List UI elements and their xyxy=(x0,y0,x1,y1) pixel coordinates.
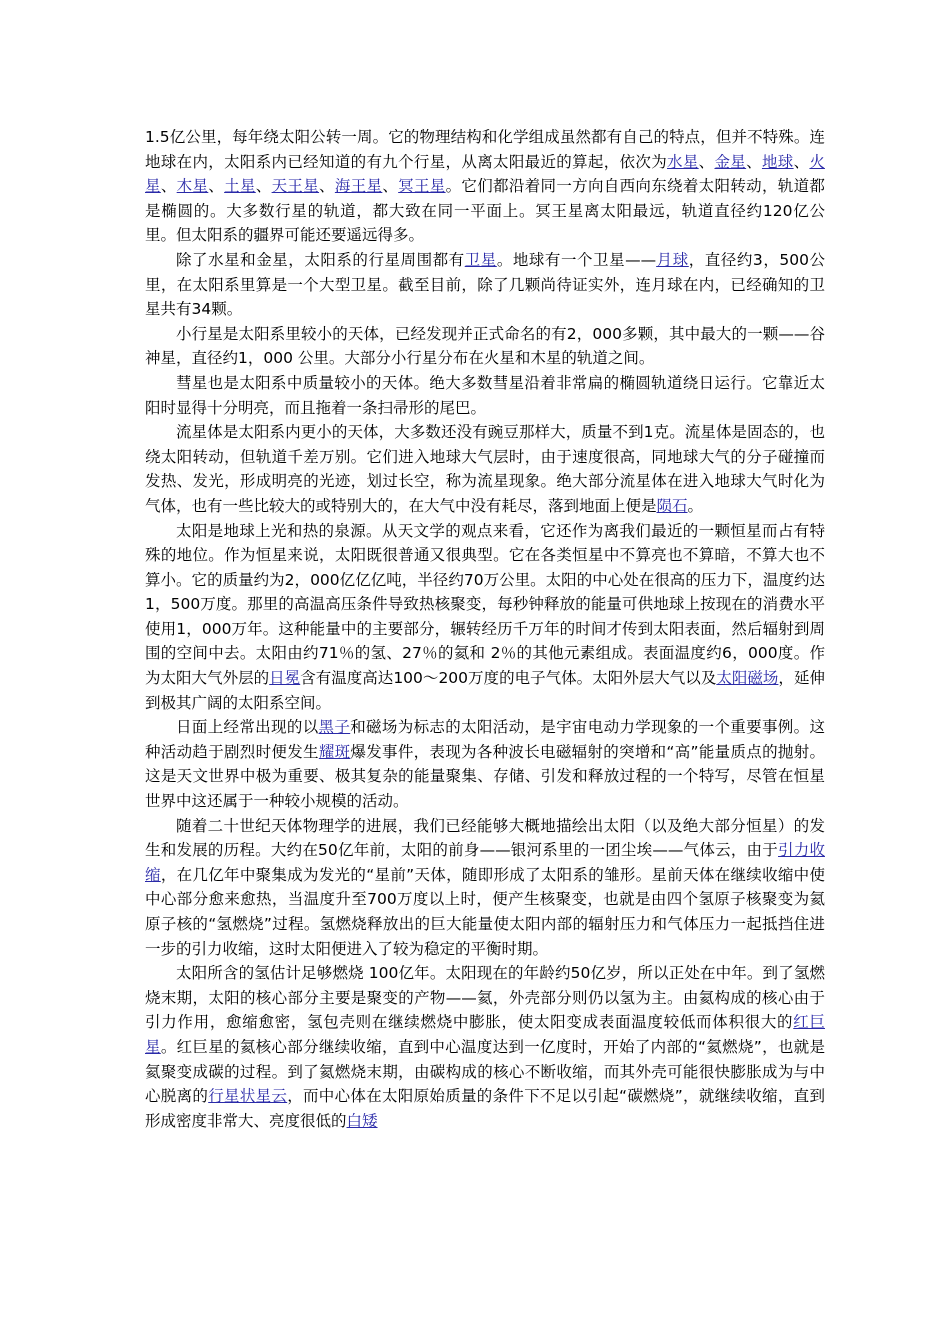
text-run: 和磁场为标志的太阳活动，是宇宙电动力学现象的一个重要事例。这种活动趋于剧烈时便发生 xyxy=(145,718,825,761)
text-run: 、 xyxy=(208,177,225,196)
text-run: 、 xyxy=(319,177,335,196)
hyperlink[interactable]: 白矮 xyxy=(346,1111,378,1130)
text-run: 、 xyxy=(793,152,810,171)
text-run: 随着二十世纪天体物理学的进展，我们已经能够大概地描绘出太阳（以及绝大部分恒星）的发生和发展的历程。大约在50亿年前，太阳的前身——银河系里的一团尘埃——气体云，由于 xyxy=(145,816,825,860)
paragraph xyxy=(145,125,825,248)
hyperlink[interactable]: 引力收缩 xyxy=(145,841,825,884)
text-run: 1.5亿公里，每年绕太阳公转一周。它的物理结构和化学组成虽然都有自己的特点，但并不特殊。连地球在内，太阳系内已经知道的有九个行星，从离太阳最近的算起，依次为 xyxy=(145,128,825,171)
hyperlink[interactable]: 黑子 xyxy=(318,718,351,737)
text-run: ，在几亿年中聚集成为发光的“星前”天体，随即形成了太阳系的雏形。星前天体在继续收缩中使中心部分愈来愈热，当温度升至700万度以上时，便产生核聚变，也就是由四个氢原子核聚变为氦原子核的“氢燃烧”过程。氢燃烧释放出的巨大能量使太阳内部的辐射压力和气体压力一起抵挡住进一步的引力收缩，这时太阳便进入了较为稳定的平衡时期。 xyxy=(145,865,825,958)
hyperlink[interactable]: 木星 xyxy=(176,177,209,196)
hyperlink[interactable]: 耀斑 xyxy=(318,742,351,761)
hyperlink[interactable]: 水星 xyxy=(667,152,699,171)
paragraph xyxy=(145,715,825,813)
hyperlink[interactable]: 天王星 xyxy=(271,177,320,196)
hyperlink[interactable]: 陨石 xyxy=(656,496,688,515)
hyperlink[interactable]: 地球 xyxy=(761,152,794,171)
hyperlink[interactable]: 土星 xyxy=(224,177,256,196)
paragraph xyxy=(145,814,825,962)
text-run: ，延伸到极其广阔的太阳系空间。 xyxy=(145,669,825,712)
text-run: 流星体是太阳系内更小的天体，大多数还没有豌豆那样大，质量不到1克。流星体是固态的，也绕太阳转动，但轨道千差万别。它们进入地球大气层时，由于速度很高，同地球大气的分子碰撞而发热、发光，形成明亮的光迹，划过长空，称为流星现象。绝大部分流星体在进入地球大气时化为气体，也有一些比较大的或特别大的，在大气中没有耗尽，落到地面上便是 xyxy=(145,423,825,515)
paragraph xyxy=(145,371,825,420)
text-run: 爆发事件，表现为各种波长电磁辐射的突增和“高”能量质点的抛射。这是天文世界中极为重要、极其复杂的能量聚集、存储、引发和释放过程的一个特写，尽管在恒星世界中这还属于一种较小规模的活动。 xyxy=(145,742,825,811)
text-run: ，而中心体在太阳原始质量的条件下不足以引起“碳燃烧”，就继续收缩，直到形成密度非常大、亮度很低的 xyxy=(145,1087,825,1130)
text-run: 彗星也是太阳系中质量较小的天体。绝大多数彗星沿着非常扁的椭圆轨道绕日运行。它靠近太阳时显得十分明亮，而且拖着一条扫帚形的尾巴。 xyxy=(145,373,825,417)
hyperlink[interactable]: 卫星 xyxy=(464,250,497,269)
hyperlink[interactable]: 海王星 xyxy=(334,177,383,196)
text-run: 。它们都沿着同一方向自西向东绕着太阳转动，轨道都是椭圆的。大多数行星的轨道，都大致在同一平面上。冥王星离太阳最远，轨道直径约120亿公里。但太阳系的疆界可能还要遥远得多。 xyxy=(145,177,825,245)
text-run: 小行星是太阳系里较小的天体，已经发现并正式命名的有2，000多颗，其中最大的一颗——谷神星，直径约1，000 公里。大部分小行星分布在火星和木星的轨道之间。 xyxy=(145,324,825,368)
text-run: 、 xyxy=(255,177,272,196)
paragraph xyxy=(145,420,825,518)
text-run: 太阳所含的氢估计足够燃烧 100亿年。太阳现在的年龄约50亿岁，所以正处在中年。到了氢燃烧末期，太阳的核心部分主要是聚变的产物——氦，外壳部分则仍以氢为主。由氦构成的核心由于引力作用，愈缩愈密，氢包壳则在继续燃烧中膨胀，使太阳变成表面温度较低而体积很大的 xyxy=(145,964,825,1032)
hyperlink[interactable]: 火星 xyxy=(145,152,825,196)
text-run: 太阳是地球上光和热的泉源。从天文学的观点来看，它还作为离我们最近的一颗恒星而占有特殊的地位。作为恒星来说，太阳既很普通又很典型。它在各类恒星中不算亮也不算暗，不算大也不算小。它的质量约为2，000亿亿亿吨，半径约70万公里。太阳的中心处在很高的压力下，温度约达1，500万度。那里的高温高压条件导致热核聚变，每秒钟释放的能量可供地球上按现在的消费水平使用1，000万年。这种能量中的主要部分，辗转经历千万年的时间才传到太阳表面，然后辐射到周围的空间中去。太阳由约71％的氢、27％的氦和 2％的其他元素组成。表面温度约6，000度。作为太阳大气外层的 xyxy=(145,521,825,688)
hyperlink[interactable]: 日冕 xyxy=(269,669,301,688)
text-run: 。 xyxy=(687,496,704,515)
paragraph xyxy=(145,248,825,322)
paragraph xyxy=(145,322,825,371)
hyperlink[interactable]: 行星状星云 xyxy=(208,1087,288,1106)
text-run: 、 xyxy=(746,152,762,171)
text-run: 日面上经常出现的以 xyxy=(176,718,319,737)
hyperlink[interactable]: 月球 xyxy=(656,250,689,269)
text-run: 、 xyxy=(160,177,177,196)
hyperlink[interactable]: 冥王星 xyxy=(398,177,446,196)
document-body xyxy=(145,125,825,1133)
paragraph xyxy=(145,961,825,1133)
text-run: 、 xyxy=(698,152,715,171)
hyperlink[interactable]: 红巨星 xyxy=(145,1013,825,1056)
text-run: ，直径约3，500公里，在太阳系里算是一个大型卫星。截至目前，除了几颗尚待证实外，连月球在内，已经确知的卫星共有34颗。 xyxy=(145,250,825,319)
text-run: 。红巨星的氦核心部分继续收缩，直到中心温度达到一亿度时，开始了内部的“氦燃烧”，也就是氦聚变成碳的过程。到了氦燃烧末期，由碳构成的核心不断收缩，而其外壳可能很快膨胀成为与中心脱离的 xyxy=(145,1037,825,1106)
hyperlink[interactable]: 金星 xyxy=(714,152,747,171)
hyperlink[interactable]: 太阳磁场 xyxy=(716,669,779,688)
text-run: 含有温度高达100～200万度的电子气体。太阳外层大气以及 xyxy=(300,669,717,688)
paragraph xyxy=(145,519,825,716)
text-run: 除了水星和金星，太阳系的行星周围都有 xyxy=(176,250,465,269)
text-run: 。地球有一个卫星—— xyxy=(496,250,657,269)
text-run: 、 xyxy=(382,177,399,196)
